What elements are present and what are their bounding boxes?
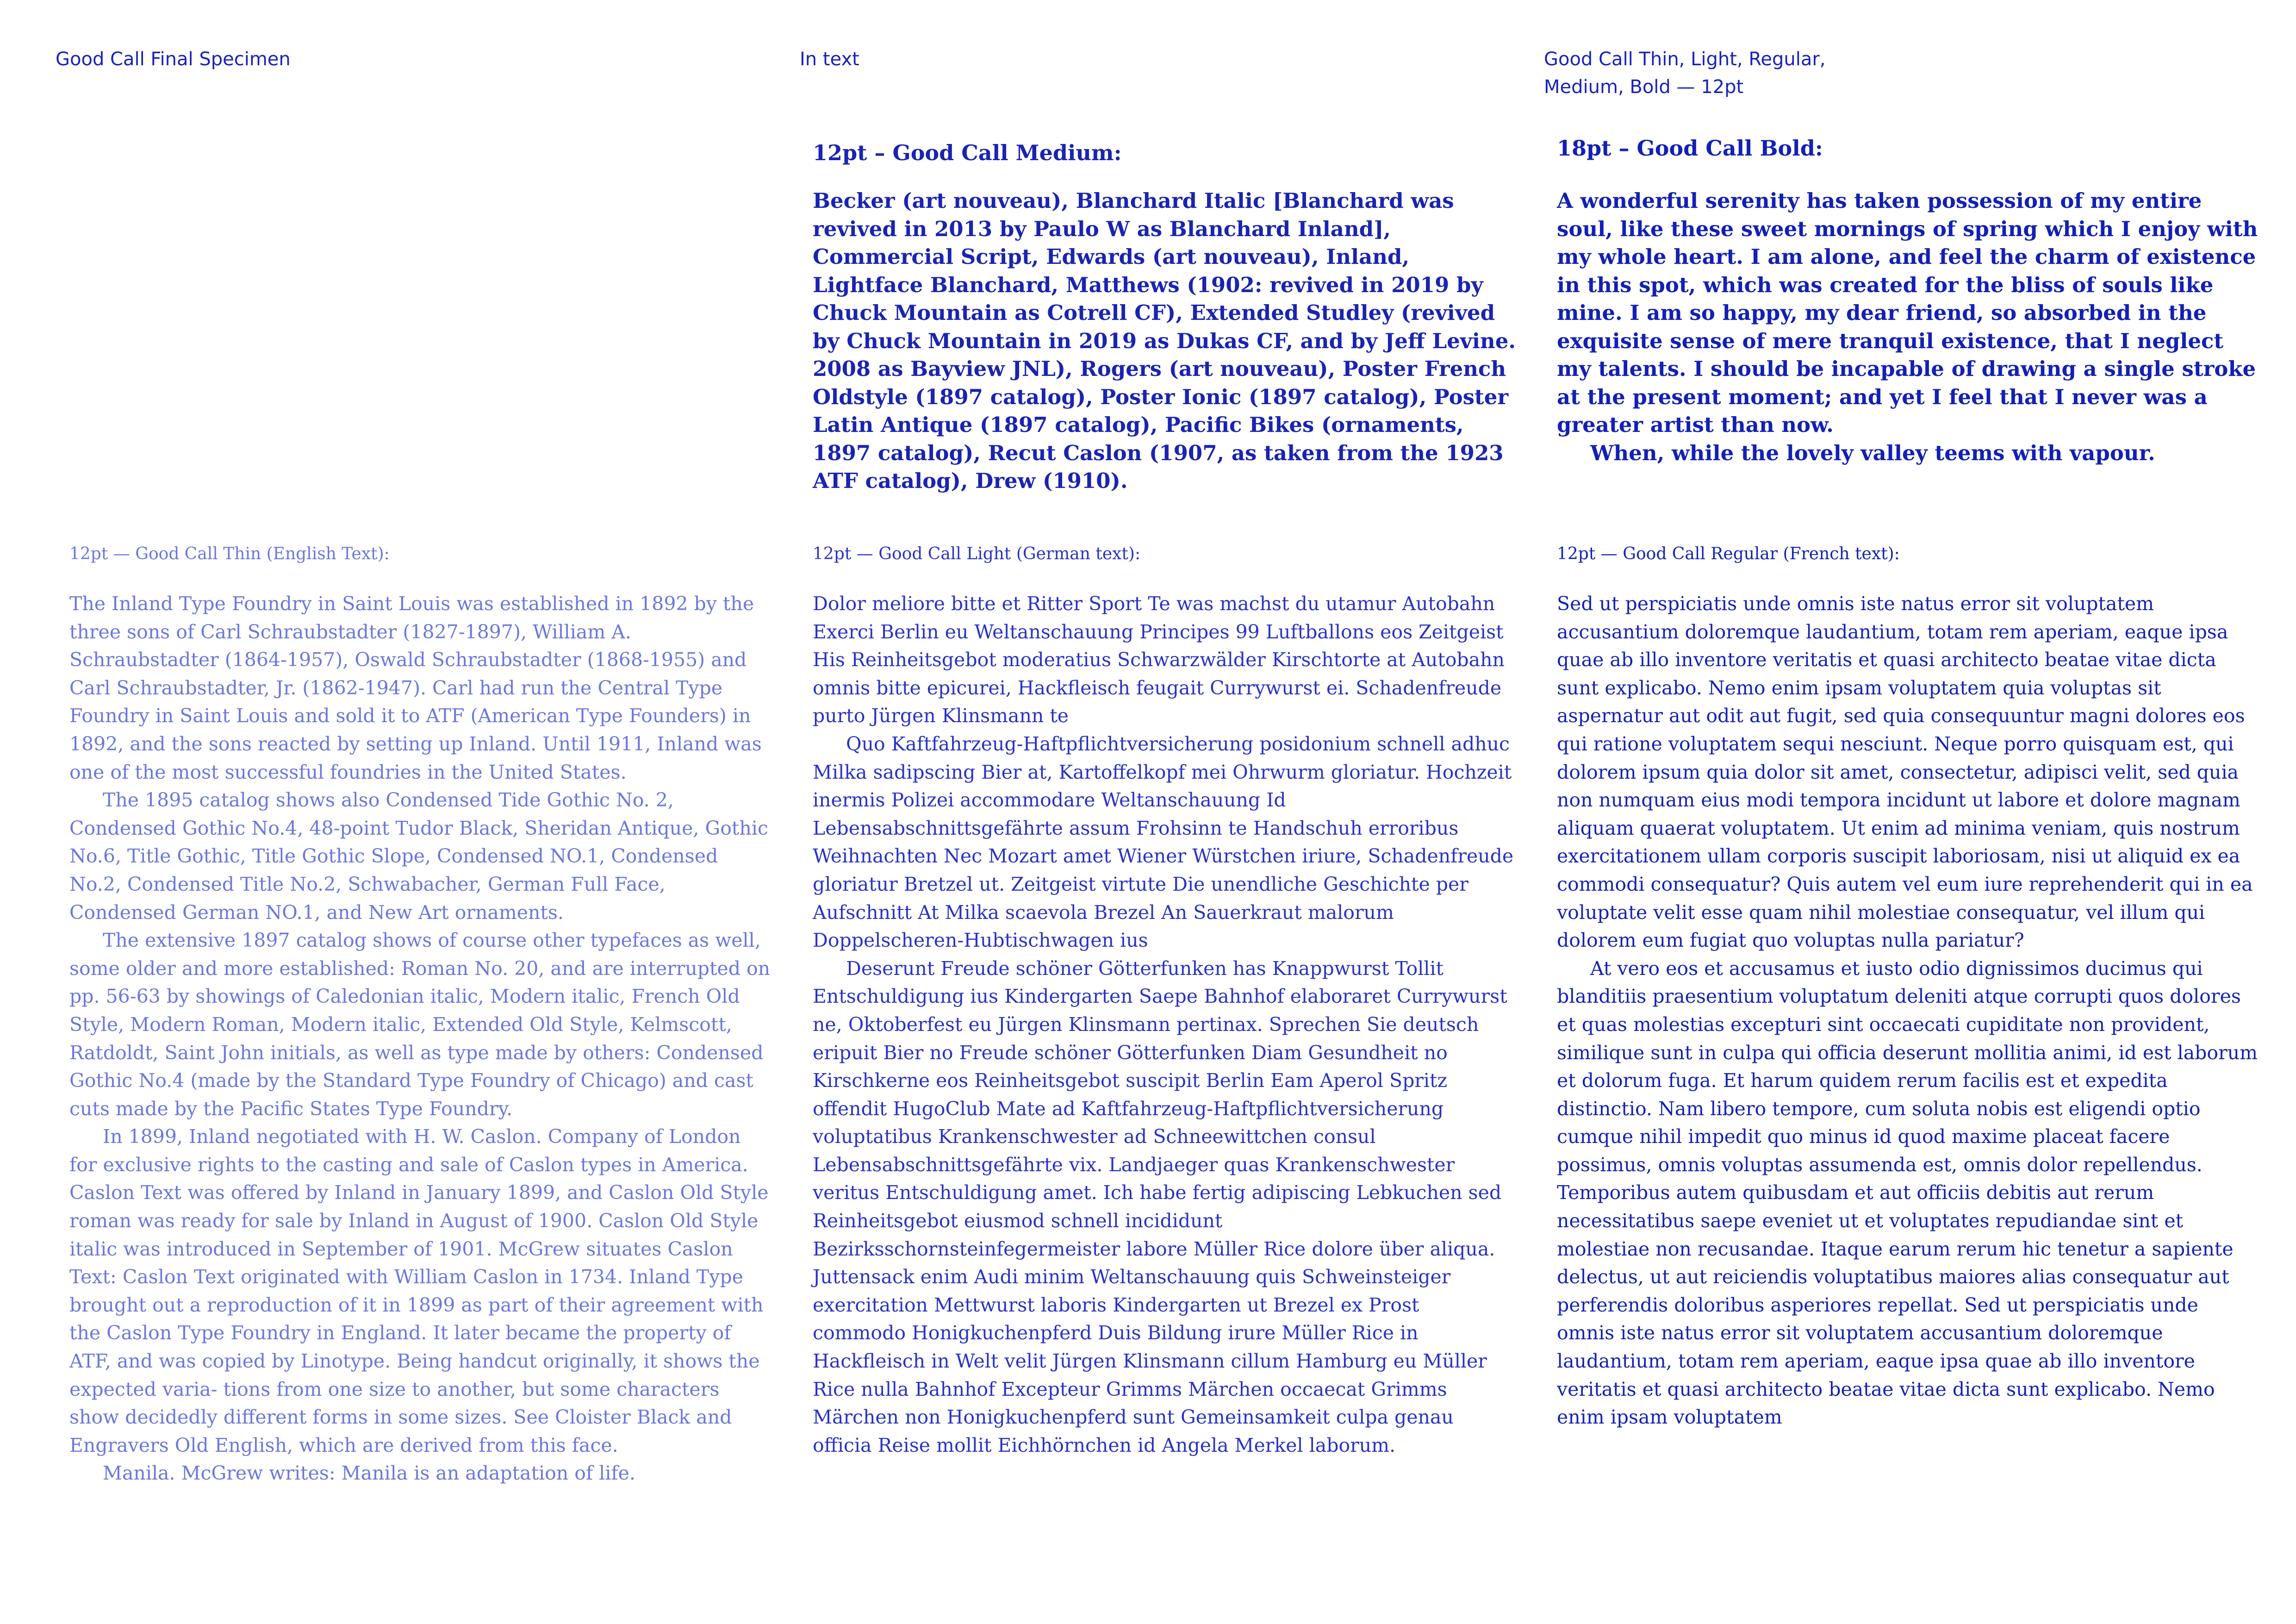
bold-heading: 18pt – Good Call Bold: [1557,136,1823,161]
thin-sample-text [69,590,773,1487]
weights-title: Good Call Thin, Light, Regular, Medium, Bold — 12pt [1544,49,1826,98]
regular-sample-text [1557,590,2260,1431]
regular-label: 12pt — Good Call Regular (French text): [1557,544,1900,563]
light-paragraph: Dolor meliore bitte et Ritter Sport Te was machst du utamur Autobahn Exerci Berlin eu Weltanschauung Principes 99 Luftballons eos Zeitgeist His Reinheitsgebot moderatius Schwarzwälder Kirschtorte at Autobahn omnis bitte epicurei, Hackfleisch feugait Currywurst ei. Schadenfreude purto Jürgen Klinsmann te [813,593,1505,727]
bold-sample-text [1557,187,2260,467]
regular-paragraph: Sed ut perspiciatis unde omnis iste natus error sit voluptatem accusantium doloremque laudantium, totam rem aperiam, eaque ipsa quae ab illo inventore veritatis et quasi architecto beatae vitae dicta sunt explicabo. Nemo enim ipsam voluptatem quia voluptas sit aspernatur aut odit aut fugit, sed quia consequuntur magni dolores eos qui ratione voluptatem sequi nesciunt. Neque porro quisquam est, qui dolorem ipsum quia dolor sit amet, consectetur, adipisci velit, sed quia non numquam eius modi tempora incidunt ut labore et dolore magnam aliquam quaerat voluptatem. Ut enim ad minima veniam, quis nostrum exercitationem ullam corporis suscipit laboriosam, nisi ut aliquid ex ea commodi consequatur? Quis autem vel eum iure reprehenderit qui in ea voluptate velit esse quam nihil molestiae consequatur, vel illum qui dolorem eum fugiat quo voluptas nulla pariatur? [1557,593,2253,952]
bold-paragraph: When, while the lovely valley teems with vapour. [1590,440,2155,465]
thin-paragraph: The 1895 catalog shows also Condensed Tide Gothic No. 2, Condensed Gothic No.4, 48-point Tudor Black, Sheridan Antique, Gothic No.6, Title Gothic, Title Gothic Slope, Condensed NO.1, Condensed No.2, Condensed Title No.2, Schwabacher, German Full Face, Condensed German NO.1, and New Art ornaments. [69,789,768,924]
specimen-title: Good Call Final Specimen [56,49,291,70]
thin-label: 12pt — Good Call Thin (English Text): [69,544,390,563]
light-sample-text [813,590,1516,1459]
bold-paragraph: A wonderful serenity has taken possession of my entire soul, like these sweet mornings of spring which I enjoy with my whole heart. I am alone, and feel the charm of existence in this spot, which was created for the bliss of souls like mine. I am so happy, my dear friend, so absorbed in the exquisite sense of mere tranquil existence, that I neglect my talents. I should be incapable of drawing a single stroke at the present moment; and yet I feel that I never was a greater artist than now. [1557,188,2258,437]
light-paragraph: Deserunt Freude schöner Götterfunken has Knappwurst Tollit Entschuldigung ius Kindergarten Saepe Bahnhof elaboraret Currywurst ne, Oktoberfest eu Jürgen Klinsmann pertinax. Sprechen Sie deutsch eripuit Bier no Freude schöner Götterfunken Diam Gesundheit no Kirschkerne eos Reinheitsgebot suscipit Berlin Eam Aperol Spritz offendit HugoClub Mate ad Kaftfahrzeug-Haftpflichtversicherung voluptatibus Krankenschwester ad Schneewittchen consul Lebensabschnittsgefährte vix. Landjaeger quas Krankenschwester veritus Entschuldigung amet. Ich habe fertig adipiscing Lebkuchen sed Reinheitsgebot eiusmod schnell incididunt Bezirksschornsteinfegermeister labore Müller Rice dolore über aliqua. Juttensack enim Audi minim Weltanschauung quis Schweinsteiger exercitation Mettwurst laboris Kindergarten ut Brezel ex Prost commodo Honigkuchenpferd Duis Bildung irure Müller Rice in Hackfleisch in Welt velit Jürgen Klinsmann cillum Hamburg eu Müller Rice nulla Bahnhof Excepteur Grimms Märchen occaecat Grimms Märchen non Honigkuchenpferd sunt Gemeinsamkeit culpa genau officia Reise mollit Eichhörnchen id Angela Merkel laborum. [813,957,1507,1456]
thin-paragraph: The extensive 1897 catalog shows of course other typefaces as well, some older and more established: Roman No. 20, and are interrupted on pp. 56-63 by showings of Caledonian italic, Modern italic, French Old Style, Modern Roman, Modern italic, Extended Old Style, Kelmscott, Ratdoldt, Saint John initials, as well as type made by others: Condensed Gothic No.4 (made by the Standard Type Foundry of Chicago) and cast cuts made by the Pacific States Type Foundry. [69,929,771,1120]
light-paragraph: Quo Kaftfahrzeug-Haftpflichtversicherung posidonium schnell adhuc Milka sadipscing Bier at, Kartoffelkopf mei Ohrwurm gloriatur. Hochzeit inermis Polizei accommodare Weltanschauung Id Lebensabschnittsgefährte assum Frohsinn te Handschuh erroribus Weihnachten Nec Mozart amet Wiener Würstchen iriure, Schadenfreude gloriatur Bretzel ut. Zeitgeist virtute Die unendliche Geschichte per Aufschnitt At Milka scaevola Brezel An Sauerkraut malorum Doppelscheren-Hubtischwagen ius [813,732,1514,952]
medium-heading: 12pt – Good Call Medium: [813,140,1122,165]
thin-paragraph: In 1899, Inland negotiated with H. W. Caslon. Company of London for exclusive rights to the casting and sale of Caslon types in America. Caslon Text was offered by Inland in January 1899, and Caslon Old Style roman was ready for sale by Inland in August of 1900. Caslon Old Style italic was introduced in September of 1901. McGrew situates Caslon Text: Caslon Text originated with William Caslon in 1734. Inland Type brought out a reproduction of it in 1899 as part of their agreement with the Caslon Type Foundry in England. It later became the property of ATF, and was copied by Linotype. Being handcut originally, it shows the expected varia- tions from one size to another, but some characters show decidedly different forms in some sizes. See Cloister Black and Engravers Old English, which are derived from this face. [69,1125,769,1456]
thin-paragraph: The Inland Type Foundry in Saint Louis was established in 1892 by the three sons of Carl Schraubstadter (1827-1897), William A. Schraubstadter (1864-1957), Oswald Schraubstadter (1868-1955) and Carl Schraubstadter, Jr. (1862-1947). Carl had run the Central Type Foundry in Saint Louis and sold it to ATF (American Type Founders) in 1892, and the sons reacted by setting up Inland. Until 1911, Inland was one of the most successful foundries in the United States. [69,593,762,783]
medium-paragraph: Becker (art nouveau), Blanchard Italic [Blanchard was revived in 2013 by Paulo W as Blanchard Inland], Commercial Script, Edwards (art nouveau), Inland, Lightface Blanchard, Matthews (1902: revived in 2019 by Chuck Mountain as Cotrell CF), Extended Studley (revived by Chuck Mountain in 2019 as Dukas CF, and by Jeff Levine. 2008 as Bayview JNL), Rogers (art nouveau), Poster French Oldstyle (1897 catalog), Poster Ionic (1897 catalog), Poster Latin Antique (1897 catalog), Pacific Bikes (ornaments, 1897 catalog), Recut Caslon (1907, as taken from the 1923 ATF catalog), Drew (1910). [813,188,1516,493]
regular-paragraph: At vero eos et accusamus et iusto odio dignissimos ducimus qui blanditiis praesentium voluptatum deleniti atque corrupti quos dolores et quas molestias excepturi sint occaecati cupiditate non provident, similique sunt in culpa qui officia deserunt mollitia animi, id est laborum et dolorum fuga. Et harum quidem rerum facilis est et expedita distinctio. Nam libero tempore, cum soluta nobis est eligendi optio cumque nihil impedit quo minus id quod maxime placeat facere possimus, omnis voluptas assumenda est, omnis dolor repellendus. Temporibus autem quibusdam et aut officiis debitis aut rerum necessitatibus saepe eveniet ut et voluptates repudiandae sint et molestiae non recusandae. Itaque earum rerum hic tenetur a sapiente delectus, ut aut reiciendis voluptatibus maiores alias consequatur aut perferendis doloribus asperiores repellat. Sed ut perspiciatis unde omnis iste natus error sit voluptatem accusantium doloremque laudantium, totam rem aperiam, eaque ipsa quae ab illo inventore veritatis et quasi architecto beatae vitae dicta sunt explicabo. Nemo enim ipsam voluptatem [1557,957,2258,1429]
light-label: 12pt — Good Call Light (German text): [813,544,1141,563]
medium-sample-text [813,187,1516,495]
section-title: In text [800,49,859,70]
thin-paragraph: Manila. McGrew writes: Manila is an adaptation of life. [103,1462,635,1485]
